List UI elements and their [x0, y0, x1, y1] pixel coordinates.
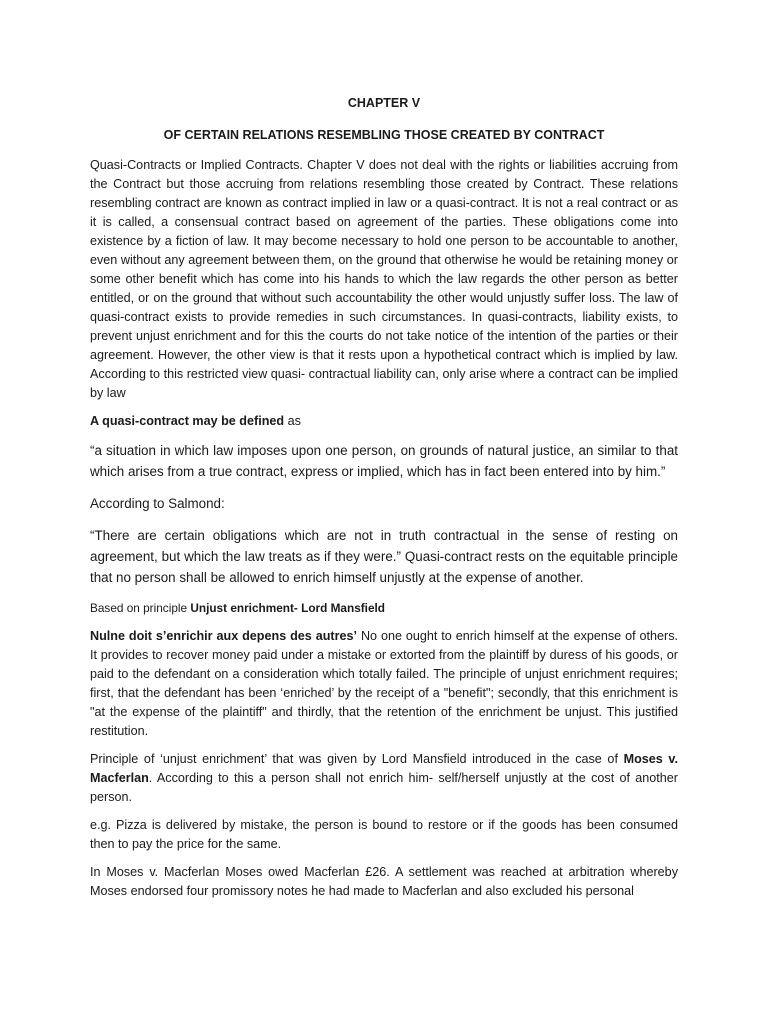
maxim-paragraph [90, 627, 678, 741]
example-paragraph: e.g. Pizza is delivered by mistake, the person is bound to restore or if the goods has been consumed then to pay the price for the same. [90, 818, 678, 851]
chapter-title: CHAPTER V [347, 96, 421, 110]
definition-rest: as [284, 414, 301, 428]
intro-paragraph: Quasi-Contracts or Implied Contracts. Chapter V does not deal with the rights or liabilities accruing from the Contract but those accruing from relations resembling those created by Contract. These relations resembling contract are known as contract implied in law or a quasi-contract. It is not a real contract or as it is called, a consensual contract based on agreement of the parties. These obligations come into existence by a fiction of law. It may become necessary to hold one person to be accountable to another, even without any agreement between them, on the ground that otherwise he would be retaining money or some other benefit which has come into his hands to which the law regards the other person as better entitled, or on the ground that without such accountability the other would unjustly suffer loss. The law of quasi-contract exists to provide remedies in such circumstances. In quasi-contracts, liability exists, to prevent unjust enrichment and for this the courts do not take notice of the intention of the parties or their agreement. However, the other view is that it rests upon a hypothetical contract which is implied by law. According to this restricted view quasi- contractual liability can, only arise where a contract can be implied by law [90, 158, 678, 400]
salmond-quote: “There are certain obligations which are not in truth contractual in the sense of resting on agreement, but which the law treats as if they were.” Quasi-contract rests on the equitable principle that no person shall be allowed to enrich himself unjustly at the expense of another. [90, 528, 678, 585]
case-paragraph: In Moses v. Macferlan Moses owed Macferlan £26. A settlement was reached at arbitration whereby Moses endorsed four promissory notes he had made to Macferlan and also excluded his personal [90, 865, 678, 898]
definition-bold: A quasi-contract may be defined [90, 414, 285, 428]
principle-line [90, 599, 678, 618]
mansfield-paragraph [90, 750, 678, 807]
salmond-heading: According to Salmond: [90, 496, 225, 511]
definition-intro [90, 412, 678, 431]
mansfield-prefix: Principle of ‘unjust enrichment’ that was given by Lord Mansfield introduced in the case of [90, 752, 624, 766]
maxim-bold: Nulne doit s’enrichir aux depens des autres’ [90, 629, 358, 643]
maxim-rest: No one ought to enrich himself at the expense of others. It provides to recover money paid under a mistake or extorted from the plaintiff by duress of his goods, or paid to the defendant on a consideration which totally failed. The principle of unjust enrichment requires; first, that the defendant has been ‘enriched’ by the receipt of a "benefit"; secondly, that this enrichment is "at the expense of the plaintiff" and thirdly, that the retention of the enrichment be unjust. This justified restitution. [90, 629, 679, 738]
chapter-subtitle: OF CERTAIN RELATIONS RESEMBLING THOSE CREATED BY CONTRACT [163, 128, 605, 142]
mansfield-case: Moses v. Macferlan [90, 752, 678, 785]
principle-bold: Unjust enrichment- Lord Mansfield [190, 601, 386, 615]
definition-quote: “a situation in which law imposes upon one person, on grounds of natural justice, an similar to that which arises from a true contract, express or implied, which has in fact been entered into by him.” [90, 443, 678, 479]
principle-prefix: Based on principle [90, 601, 191, 615]
mansfield-rest: . According to this a person shall not enrich him- self/herself unjustly at the cost of another person. [90, 771, 678, 804]
